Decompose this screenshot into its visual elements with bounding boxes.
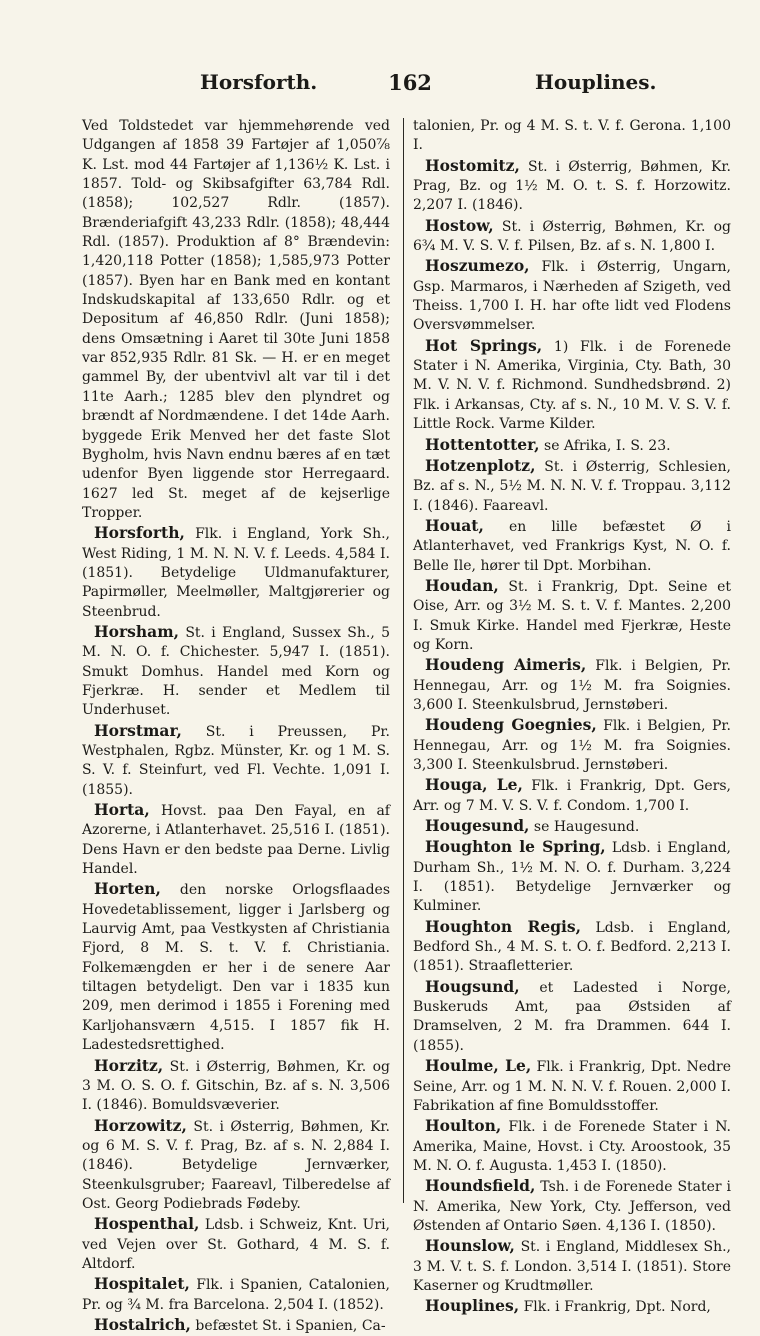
dictionary-entry [413,256,731,335]
entry-text: Hovst. paa Den Fayal, en af Azorerne, i Atlanterhavet. 25,516 I. (1851). Dens Havn er den bedste paa Derne. Livlig Handel. [82,803,390,878]
dictionary-entry [82,800,390,879]
dictionary-entry [413,435,731,456]
dictionary-entry [413,336,731,435]
dictionary-entry [82,879,390,1055]
page-number: 162 [388,70,432,95]
entry-headword: Horsforth, [94,523,185,543]
entry-headword: Hougsund, [425,976,520,996]
entry-headword: Hotzenplotz, [425,455,536,475]
entry-text: St. i Frankrig, Dpt. Seine et Oise, Arr. og 3½ M. S. t. V. f. Mantes. 2,200 I. Smuk Kirke. Handel med Fjerkræ, Heste og Korn. [413,578,731,653]
entry-text: Flk. i Frankrig, Dpt. Nord, [523,1299,711,1316]
entry-text: St. i Østerrig, Schlesien, Bz. af s. N., 5½ M. N. N. V. f. Troppau. 3,112 I. (1846). Faareavl. [413,458,732,514]
left-column [82,117,390,1336]
entry-text: St. i Østerrig, Bøhmen, Kr. og 6 M. S. V. f. Prag, Bz. af s. N. 2,884 I. (1846). Betydelige Jernværker, Steenkulsgruber; Faareavl, Tilberedelse af Ost. Georg Podiebrads Fødeby. [82,1118,391,1212]
entry-text: befæstet St. i Spanien, Ca- [195,1317,386,1334]
entry-text: St. i Preussen, Pr. Westphalen, Rgbz. Münster, Kr. og 1 M. S. S. V. f. Steinfurt, ved Fl. Vechte. 1,091 I. (1855). [82,723,390,798]
entry-headword: Hostalrich, [94,1314,191,1334]
entry-text: Flk. i Frankrig, Dpt. Nedre Seine, Arr. og 1 M. N. N. V. f. Rouen. 2,000 I. Fabrikation af fine Bomuldsstoffer. [413,1059,731,1114]
entry-headword: Houat, [425,515,484,535]
dictionary-entry [413,917,731,977]
dictionary-entry [413,775,731,816]
entry-headword: Hostomitz, [425,155,520,175]
entry-headword: Houlme, Le, [425,1056,532,1076]
entry-text: Ved Toldstedet var hjemmehørende ved Udgangen af 1858 39 Fartøjer af 1,050⅞ K. Lst. mod 44 Fartøjer af 1,136½ K. Lst. i 1857. Told- og Skibsafgifter 63,784 Rdl. (1858); 102,527 Rdlr. (1857). Brænderiafgift 43,233 Rdlr. (1858); 48,444 Rdl. (1857). Produktion af 8° Brændevin: 1,420,118 Potter (1858); 1,585,973 Potter (1857). Byen har en Bank med en kontant Indskudskapital af 133,650 Rdlr. og et Depositum af 46,850 Rdlr. (Juni 1858); dens Omsætning i Aaret til 30te Juni 1858 var 852,935 Rdlr. 81 Sk. — H. er en meget gammel By, der ubentvivl alt var til i det 11te Aarh.; 1285 blev den plyndret og brændt af Nordmændene. I det 14de Aarh. byggede Erik Menved her det faste Slot Bygholm, hvis Navn endnu bæres af en tæt udenfor Byen liggende stor Herregaard. 1627 led St. meget af de kejserlige Tropper. [82,118,390,521]
dictionary-entry [413,516,731,576]
entry-headword: Houndsfield, [425,1176,536,1196]
entry-headword: Hottentotter, [425,434,540,454]
dictionary-entry [413,816,731,837]
entry-text: et Ladested i Norge, Buskeruds Amt, paa Østsiden af Dramselven, 2 M. fra Drammen. 644 I. (1855). [413,979,731,1054]
dictionary-entry [413,1176,731,1236]
entry-text: St. i Østerrig, Bøhmen, Kr. og 3 M. O. S. O. f. Gitschin, Bz. af s. N. 3,506 I. (1846). Bomuldsvæverier. [82,1058,390,1114]
dictionary-entry [82,622,390,721]
dictionary-entry [82,1056,390,1116]
right-column [413,117,731,1318]
entry-text: Flk. i England, York Sh., West Riding, 1 M. N. N. V. f. Leeds. 4,584 I. (1851). Betydelige Uldmanufakturer, Papirmøller, Meelmøller, Maltgjørerier og Steenbrud. [82,526,390,620]
entry-headword: Hostow, [425,215,494,235]
entry-text: Flk. i Belgien, Pr. Hennegau, Arr. og 1½ M. fra Soignies. 3,600 I. Steenkulsbrud, Jernstøberi. [413,658,731,713]
dictionary-entry [413,837,731,916]
dictionary-entry [82,1274,390,1315]
entry-text: Flk. i Belgien, Pr. Hennegau, Arr. og 1½ M. fra Soignies. 3,300 I. Steenkulsbrud. Jernstøberi. [413,718,731,773]
entry-text: Ldsb. i England, Bedford Sh., 4 M. S. t. O. f. Bedford. 2,213 I. (1851). Straafletterier. [413,919,732,975]
dictionary-entry [413,1116,731,1176]
dictionary-entry [413,1296,731,1317]
entry-text: se Afrika, I. S. 23. [544,437,671,454]
entry-headword: Houdeng Aimeris, [425,655,587,675]
entry-headword: Hougesund, [425,816,530,836]
dictionary-entry [413,456,731,516]
dictionary-entry [413,715,731,775]
entry-text: Flk. i Østerrig, Ungarn, Gsp. Marmaros, i Nærheden af Szigeth, ved Theiss. 1,700 I. H. har ofte lidt ved Flodens Oversvømmelser. [413,259,731,334]
entry-headword: Hoszumezo, [425,256,530,276]
entry-text: Ldsb. i Schweiz, Knt. Uri, ved Vejen over St. Gothard, 4 M. S. f. Altdorf. [82,1217,391,1272]
entry-headword: Hounslow, [425,1236,515,1256]
entry-headword: Houdeng Goegnies, [425,715,597,735]
entry-text: den norske Orlogsflaades Hovedetablissement, ligger i Jarlsberg og Laurvig Amt, paa Vestkysten af Christiania Fjord, 8 M. S. t. V. f. Christiania. Folkemængden er her i de senere Aar tiltagen betydeligt. Den var i 1835 kun 209, men derimod i 1855 i Forening med Karljohansværn 4,515. I 1857 fik H. Ladestedsrettighed. [82,882,390,1054]
entry-text: St. i Østerrig, Bøhmen, Kr. og 6¾ M. V. S. V. f. Pilsen, Bz. af s. N. 1,800 I. [413,218,731,255]
dictionary-entry [413,576,731,655]
entry-headword: Hospitalet, [94,1274,190,1294]
entry-headword: Horten, [94,879,161,899]
entry-headword: Houghton Regis, [425,916,582,936]
entry-headword: Horta, [94,800,150,820]
page-header [0,70,760,110]
dictionary-entry [413,655,731,715]
entry-text: St. i England, Middlesex Sh., 3 M. V. t. S. f. London. 3,514 I. (1851). Store Kaserner og Krudtmøller. [413,1239,731,1294]
column-divider [403,118,404,1203]
entry-text: talonien, Pr. og 4 M. S. t. V. f. Gerona. 1,100 I. [413,118,731,154]
entry-headword: Horsham, [94,621,179,641]
entry-headword: Houplines, [425,1296,520,1316]
entry-text: Tsh. i de Forenede Stater i N. Amerika, New York, Cty. Jefferson, ved Østenden af Ontario Søen. 4,136 I. (1850). [413,1179,731,1234]
entry-text: Ldsb. i England, Durham Sh., 1½ M. N. O. f. Durham. 3,224 I. (1851). Betydelige Jernværker og Kulminer. [413,840,731,915]
dictionary-entry [413,117,731,156]
entry-headword: Horzitz, [94,1055,164,1075]
dictionary-entry [82,1116,390,1215]
entry-text: Flk. i de Forenede Stater i N. Amerika, Maine, Hovst. i Cty. Aroostook, 35 M. N. O. f. Augusta. 1,453 I. (1850). [413,1119,732,1174]
entry-text: St. i England, Sussex Sh., 5 M. N. O. f. Chichester. 5,947 I. (1851). Smukt Domhus. Handel med Korn og Fjerkræ. H. sender et Medlem til Underhuset. [82,624,391,719]
entry-headword: Houga, Le, [425,775,523,795]
entry-text: Flk. i Frankrig, Dpt. Gers, Arr. og 7 M. V. S. V. f. Condom. 1,700 I. [413,778,731,814]
dictionary-entry [413,1236,731,1296]
dictionary-entry [413,977,731,1056]
dictionary-entry [413,156,731,216]
dictionary-entry [413,216,731,257]
dictionary-entry [82,721,390,800]
header-left-word: Horsforth. [200,70,318,94]
dictionary-entry [82,523,390,622]
entry-text: se Haugesund. [533,819,640,836]
entry-text: St. i Østerrig, Bøhmen, Kr. Prag, Bz. og 1½ M. O. t. S. f. Horzowitz. 2,207 I. (1846). [413,158,732,214]
entry-text: Flk. i Spanien, Catalonien, Pr. og ¾ M. fra Barcelona. 2,504 I. (1852). [82,1277,390,1313]
entry-headword: Houdan, [425,575,499,595]
entry-text: en lille befæstet Ø i Atlanterhavet, ved Frankrigs Kyst, N. O. f. Belle Ile, hører til Dpt. Morbihan. [413,518,731,574]
dictionary-entry [82,117,390,523]
entry-headword: Hospenthal, [94,1214,200,1234]
entry-headword: Houlton, [425,1116,502,1136]
dictionary-entry [82,1315,390,1336]
header-right-word: Houplines. [535,70,657,94]
dictionary-entry [82,1214,390,1274]
dictionary-entry [413,1056,731,1116]
entry-headword: Horzowitz, [94,1115,187,1135]
entry-headword: Houghton le Spring, [425,837,606,857]
entry-headword: Horstmar, [94,720,182,740]
entry-headword: Hot Springs, [425,335,543,355]
entry-text: 1) Flk. i de Forenede Stater i N. Amerika, Virginia, Cty. Bath, 30 M. V. N. V. f. Richmond. Sundhedsbrønd. 2) Flk. i Arkansas, Cty. af s. N., 10 M. V. S. V. f. Little Rock. Varme Kilder. [413,338,731,433]
